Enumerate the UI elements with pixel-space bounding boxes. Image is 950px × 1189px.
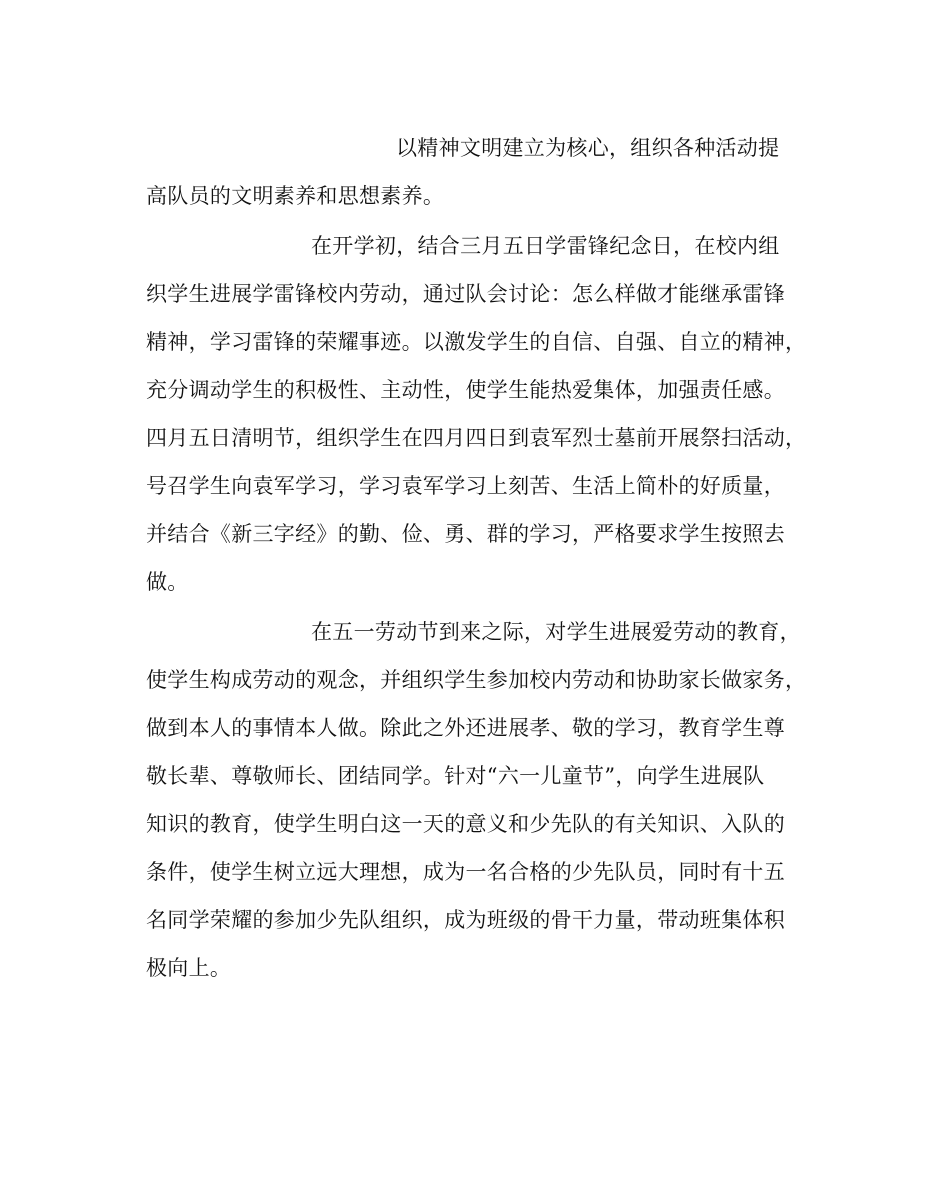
text-line: 使学生构成劳动的观念，并组织学生参加校内劳动和协助家长做家务，	[146, 668, 807, 692]
text-line: 号召学生向袁军学习，学习袁军学习上刻苦、生活上简朴的好质量，	[146, 474, 785, 498]
text-line: 做。	[146, 570, 189, 594]
text-line: 名同学荣耀的参加少先队组织，成为班级的骨干力量，带动班集体积	[146, 908, 785, 932]
text-line: 高队员的文明素养和思想素养。	[146, 184, 445, 208]
text-line: 精神，学习雷锋的荣耀事迹。以激发学生的自信、自强、自立的精神，	[146, 330, 807, 354]
text-line: 织学生进展学雷锋校内劳动，通过队会讨论：怎么样做才能继承雷锋	[146, 282, 785, 306]
text-line: 极向上。	[146, 956, 232, 980]
text-line: 四月五日清明节，组织学生在四月四日到袁军烈士墓前开展祭扫活动，	[146, 426, 807, 450]
text-line: 以精神文明建立为核心，组织各种活动提	[396, 136, 780, 160]
text-line: 敬长辈、尊敬师长、团结同学。针对“六一儿童节”，向学生进展队	[146, 764, 765, 788]
text-line: 做到本人的事情本人做。除此之外还进展孝、敬的学习，教育学生尊	[146, 716, 785, 740]
text-line: 并结合《新三字经》的勤、俭、勇、群的学习，严格要求学生按照去	[146, 522, 785, 546]
text-line: 条件，使学生树立远大理想，成为一名合格的少先队员，同时有十五	[146, 860, 785, 884]
text-line: 知识的教育，使学生明白这一天的意义和少先队的有关知识、入队的	[146, 812, 785, 836]
text-line: 充分调动学生的积极性、主动性，使学生能热爱集体，加强责任感。	[146, 378, 785, 402]
text-line: 在开学初，结合三月五日学雷锋纪念日，在校内组	[311, 234, 780, 258]
text-line: 在五一劳动节到来之际，对学生进展爱劳动的教育，	[311, 620, 801, 644]
